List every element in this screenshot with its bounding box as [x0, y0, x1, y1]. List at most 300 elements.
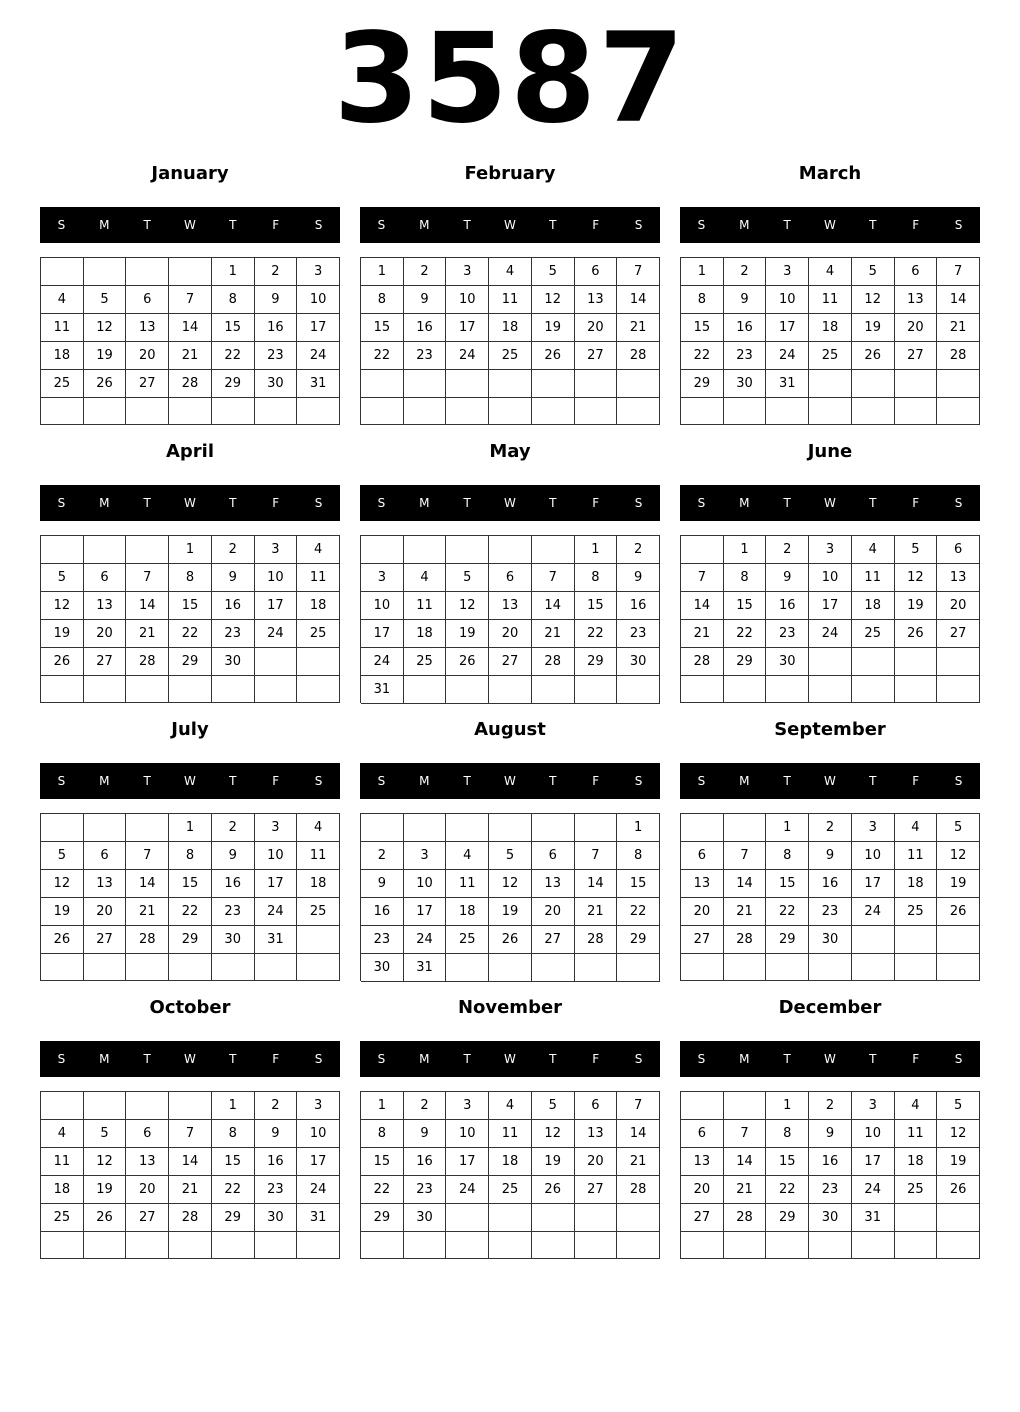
- day-cell: 16: [212, 870, 255, 898]
- day-cell: 9: [617, 564, 660, 592]
- weekday-label: W: [504, 774, 516, 788]
- day-cell: 22: [617, 898, 660, 926]
- day-cell: 29: [766, 1204, 809, 1232]
- day-cell: [724, 1092, 767, 1120]
- day-cell: 6: [575, 1092, 618, 1120]
- day-cell: 6: [575, 258, 618, 286]
- day-cell: [404, 370, 447, 398]
- day-cell: [404, 536, 447, 564]
- day-cell: 7: [169, 1120, 212, 1148]
- day-cell: 16: [617, 592, 660, 620]
- day-cell: 28: [724, 926, 767, 954]
- weekday-label: M: [419, 1052, 430, 1066]
- day-cell: 9: [809, 1120, 852, 1148]
- day-cell: [361, 814, 404, 842]
- weekday-label: T: [463, 1052, 471, 1066]
- weekday-header: [40, 207, 340, 243]
- day-cell: 9: [255, 1120, 298, 1148]
- day-cell: 31: [852, 1204, 895, 1232]
- day-cell: 9: [361, 870, 404, 898]
- day-cell: [361, 370, 404, 398]
- day-cell: [575, 1232, 618, 1259]
- day-cell: 6: [937, 536, 980, 564]
- day-cell: [297, 926, 340, 954]
- day-cell: [809, 398, 852, 425]
- weekday-header: [680, 485, 980, 521]
- day-cell: 10: [297, 286, 340, 314]
- day-cell: 4: [895, 814, 938, 842]
- day-cell: 11: [446, 870, 489, 898]
- month-name: September: [774, 719, 886, 740]
- day-cell: [532, 1232, 575, 1259]
- day-cell: 23: [766, 620, 809, 648]
- day-cell: 14: [575, 870, 618, 898]
- weekday-label: F: [592, 496, 600, 510]
- day-cell: 15: [169, 870, 212, 898]
- day-cell: 8: [212, 286, 255, 314]
- month-name: February: [464, 163, 556, 184]
- day-cell: 28: [724, 1204, 767, 1232]
- day-cell: 27: [937, 620, 980, 648]
- day-cell: [895, 676, 938, 703]
- weekday-label: F: [592, 218, 600, 232]
- day-cell: 4: [895, 1092, 938, 1120]
- day-cell: 13: [84, 870, 127, 898]
- weekday-label: T: [869, 774, 877, 788]
- day-cell: [895, 1232, 938, 1259]
- day-cell: 30: [404, 1204, 447, 1232]
- day-cell: 25: [489, 1176, 532, 1204]
- weekday-label: S: [377, 218, 386, 232]
- day-cell: [937, 676, 980, 703]
- day-cell: [766, 676, 809, 703]
- weekday-label: T: [143, 218, 151, 232]
- day-grid: [40, 257, 340, 425]
- day-cell: 28: [169, 1204, 212, 1232]
- day-cell: 27: [575, 1176, 618, 1204]
- day-cell: 22: [681, 342, 724, 370]
- day-cell: [575, 370, 618, 398]
- day-cell: 30: [809, 1204, 852, 1232]
- day-cell: 1: [617, 814, 660, 842]
- day-cell: 24: [766, 342, 809, 370]
- day-cell: [84, 1092, 127, 1120]
- day-cell: 9: [766, 564, 809, 592]
- day-cell: [895, 954, 938, 981]
- day-cell: [361, 398, 404, 426]
- day-cell: [766, 1232, 809, 1259]
- weekday-header: [40, 485, 340, 521]
- day-cell: 19: [532, 1148, 575, 1176]
- day-cell: 23: [255, 1176, 298, 1204]
- day-cell: 30: [255, 370, 298, 398]
- day-grid: [360, 535, 660, 703]
- day-cell: [489, 676, 532, 704]
- day-cell: 8: [575, 564, 618, 592]
- day-cell: 3: [297, 258, 340, 286]
- day-cell: 27: [532, 926, 575, 954]
- weekday-label: W: [184, 218, 196, 232]
- day-cell: 29: [361, 1204, 404, 1232]
- day-cell: 2: [255, 258, 298, 286]
- day-cell: 25: [41, 370, 84, 398]
- day-cell: 7: [681, 564, 724, 592]
- day-cell: 11: [895, 1120, 938, 1148]
- day-cell: [41, 954, 84, 981]
- day-cell: 6: [126, 286, 169, 314]
- day-cell: 17: [852, 1148, 895, 1176]
- day-cell: 17: [404, 898, 447, 926]
- weekday-label: S: [377, 1052, 386, 1066]
- day-cell: 7: [617, 1092, 660, 1120]
- day-cell: 19: [937, 870, 980, 898]
- day-grid: [680, 813, 980, 981]
- day-cell: 12: [489, 870, 532, 898]
- day-cell: 5: [895, 536, 938, 564]
- weekday-label: W: [504, 1052, 516, 1066]
- day-cell: [169, 676, 212, 703]
- day-cell: [617, 398, 660, 426]
- weekday-label: F: [272, 1052, 280, 1066]
- day-cell: 20: [575, 1148, 618, 1176]
- day-cell: [852, 954, 895, 981]
- month-may: [360, 438, 660, 716]
- day-cell: 22: [575, 620, 618, 648]
- day-cell: [724, 814, 767, 842]
- weekday-header: [40, 1041, 340, 1077]
- weekday-label: M: [99, 218, 110, 232]
- month-october: [40, 994, 340, 1272]
- weekday-label: T: [549, 774, 557, 788]
- day-cell: 21: [617, 1148, 660, 1176]
- weekday-label: S: [697, 1052, 706, 1066]
- day-cell: 6: [532, 842, 575, 870]
- day-grid: [40, 813, 340, 981]
- weekday-label: M: [739, 774, 750, 788]
- day-cell: 26: [446, 648, 489, 676]
- day-cell: [126, 1232, 169, 1259]
- day-cell: 23: [809, 1176, 852, 1204]
- day-cell: 27: [84, 648, 127, 676]
- month-november: [360, 994, 660, 1272]
- day-cell: 18: [404, 620, 447, 648]
- day-cell: [169, 398, 212, 425]
- day-cell: [937, 1232, 980, 1259]
- weekday-header: [680, 1041, 980, 1077]
- day-cell: 20: [84, 620, 127, 648]
- day-cell: 3: [809, 536, 852, 564]
- weekday-label: W: [504, 496, 516, 510]
- day-cell: [575, 676, 618, 704]
- day-cell: 25: [809, 342, 852, 370]
- day-cell: 13: [575, 286, 618, 314]
- day-cell: [575, 814, 618, 842]
- day-cell: 20: [489, 620, 532, 648]
- day-cell: 17: [255, 592, 298, 620]
- day-cell: 19: [446, 620, 489, 648]
- day-cell: [446, 814, 489, 842]
- day-cell: 31: [361, 676, 404, 704]
- day-cell: 25: [446, 926, 489, 954]
- month-january: [40, 160, 340, 438]
- day-cell: 15: [575, 592, 618, 620]
- weekday-label: F: [272, 774, 280, 788]
- day-cell: 23: [361, 926, 404, 954]
- day-cell: 1: [169, 536, 212, 564]
- day-cell: [937, 370, 980, 398]
- day-cell: 27: [84, 926, 127, 954]
- day-cell: [255, 954, 298, 981]
- day-cell: 13: [575, 1120, 618, 1148]
- day-cell: 12: [852, 286, 895, 314]
- day-cell: 13: [126, 1148, 169, 1176]
- month-name: May: [489, 441, 531, 462]
- day-cell: [532, 1204, 575, 1232]
- day-cell: 22: [766, 898, 809, 926]
- weekday-label: M: [99, 774, 110, 788]
- day-cell: [297, 398, 340, 425]
- day-cell: 6: [681, 1120, 724, 1148]
- day-cell: 12: [446, 592, 489, 620]
- day-cell: [809, 954, 852, 981]
- day-cell: 8: [361, 1120, 404, 1148]
- day-cell: 16: [255, 314, 298, 342]
- day-cell: 11: [809, 286, 852, 314]
- day-cell: 12: [84, 314, 127, 342]
- day-grid: [40, 1091, 340, 1259]
- weekday-label: S: [634, 218, 643, 232]
- day-cell: 6: [84, 842, 127, 870]
- day-cell: [937, 1204, 980, 1232]
- day-cell: 20: [126, 1176, 169, 1204]
- day-cell: 10: [446, 286, 489, 314]
- day-cell: [532, 370, 575, 398]
- day-cell: [84, 1232, 127, 1259]
- day-cell: 16: [809, 870, 852, 898]
- day-cell: 7: [575, 842, 618, 870]
- weekday-label: W: [824, 774, 836, 788]
- weekday-label: S: [697, 774, 706, 788]
- day-cell: 3: [766, 258, 809, 286]
- weekday-label: M: [739, 496, 750, 510]
- day-cell: 12: [41, 592, 84, 620]
- month-name: March: [798, 163, 862, 184]
- weekday-label: S: [57, 496, 66, 510]
- day-cell: [852, 926, 895, 954]
- day-cell: 16: [404, 314, 447, 342]
- day-cell: [766, 398, 809, 425]
- day-cell: 23: [212, 898, 255, 926]
- day-cell: [404, 676, 447, 704]
- day-cell: [297, 648, 340, 676]
- day-cell: 3: [446, 258, 489, 286]
- day-cell: 30: [212, 926, 255, 954]
- weekday-label: M: [419, 496, 430, 510]
- day-cell: 7: [937, 258, 980, 286]
- month-december: [680, 994, 980, 1272]
- day-cell: 6: [84, 564, 127, 592]
- day-cell: 10: [255, 564, 298, 592]
- day-cell: 6: [489, 564, 532, 592]
- day-cell: 21: [532, 620, 575, 648]
- day-cell: 3: [404, 842, 447, 870]
- day-cell: 1: [212, 1092, 255, 1120]
- day-cell: 24: [297, 342, 340, 370]
- weekday-label: F: [592, 774, 600, 788]
- day-cell: 8: [724, 564, 767, 592]
- day-cell: 11: [404, 592, 447, 620]
- day-cell: 10: [809, 564, 852, 592]
- day-cell: [895, 398, 938, 425]
- weekday-header: [360, 485, 660, 521]
- day-cell: [681, 1232, 724, 1259]
- day-cell: 16: [404, 1148, 447, 1176]
- day-cell: 18: [489, 314, 532, 342]
- day-cell: 7: [724, 1120, 767, 1148]
- day-cell: 3: [852, 1092, 895, 1120]
- day-cell: 28: [169, 370, 212, 398]
- weekday-label: F: [912, 1052, 920, 1066]
- day-cell: 5: [937, 1092, 980, 1120]
- day-cell: [126, 954, 169, 981]
- day-cell: [724, 954, 767, 981]
- day-cell: 4: [404, 564, 447, 592]
- day-cell: 15: [361, 314, 404, 342]
- day-cell: 28: [681, 648, 724, 676]
- day-cell: 5: [41, 564, 84, 592]
- day-cell: 3: [446, 1092, 489, 1120]
- weekday-label: T: [143, 496, 151, 510]
- day-cell: 13: [895, 286, 938, 314]
- day-cell: 29: [766, 926, 809, 954]
- day-cell: 29: [169, 648, 212, 676]
- day-cell: 12: [41, 870, 84, 898]
- day-cell: 1: [681, 258, 724, 286]
- weekday-label: T: [549, 496, 557, 510]
- day-cell: 4: [809, 258, 852, 286]
- day-cell: 5: [489, 842, 532, 870]
- day-cell: 14: [169, 314, 212, 342]
- weekday-header: [360, 1041, 660, 1077]
- day-cell: 21: [575, 898, 618, 926]
- weekday-label: T: [783, 774, 791, 788]
- day-cell: 6: [126, 1120, 169, 1148]
- day-cell: [169, 258, 212, 286]
- day-cell: 8: [212, 1120, 255, 1148]
- day-cell: 21: [169, 1176, 212, 1204]
- weekday-label: S: [954, 1052, 963, 1066]
- day-cell: 10: [361, 592, 404, 620]
- day-cell: [489, 370, 532, 398]
- day-cell: 24: [446, 1176, 489, 1204]
- day-cell: 31: [255, 926, 298, 954]
- weekday-label: M: [419, 218, 430, 232]
- day-cell: [489, 954, 532, 982]
- day-cell: 8: [766, 1120, 809, 1148]
- weekday-label: W: [184, 774, 196, 788]
- day-cell: [809, 676, 852, 703]
- day-cell: 3: [361, 564, 404, 592]
- day-cell: 23: [617, 620, 660, 648]
- day-cell: 19: [41, 898, 84, 926]
- day-cell: 5: [937, 814, 980, 842]
- day-cell: 15: [766, 870, 809, 898]
- month-april: [40, 438, 340, 716]
- day-cell: 24: [446, 342, 489, 370]
- day-cell: 26: [41, 926, 84, 954]
- day-cell: [84, 398, 127, 425]
- day-cell: 30: [617, 648, 660, 676]
- day-cell: 20: [575, 314, 618, 342]
- day-cell: 16: [809, 1148, 852, 1176]
- day-cell: 2: [212, 814, 255, 842]
- weekday-label: S: [954, 218, 963, 232]
- day-cell: [895, 370, 938, 398]
- day-cell: 20: [532, 898, 575, 926]
- day-cell: 26: [532, 1176, 575, 1204]
- day-cell: 8: [617, 842, 660, 870]
- day-cell: [937, 926, 980, 954]
- day-cell: [126, 1092, 169, 1120]
- day-cell: 22: [361, 342, 404, 370]
- day-cell: 13: [937, 564, 980, 592]
- day-cell: 18: [297, 870, 340, 898]
- day-cell: [41, 814, 84, 842]
- weekday-label: S: [697, 496, 706, 510]
- weekday-label: T: [463, 218, 471, 232]
- day-cell: 18: [41, 1176, 84, 1204]
- day-grid: [680, 1091, 980, 1259]
- day-cell: [937, 648, 980, 676]
- day-cell: 16: [212, 592, 255, 620]
- weekday-header: [40, 763, 340, 799]
- day-cell: [724, 398, 767, 425]
- day-cell: 9: [724, 286, 767, 314]
- day-cell: 30: [724, 370, 767, 398]
- day-cell: 4: [489, 258, 532, 286]
- day-cell: 1: [212, 258, 255, 286]
- day-cell: [809, 370, 852, 398]
- day-cell: [297, 954, 340, 981]
- day-cell: 10: [852, 1120, 895, 1148]
- day-cell: 18: [41, 342, 84, 370]
- day-cell: 14: [681, 592, 724, 620]
- weekday-label: T: [783, 1052, 791, 1066]
- day-cell: 28: [126, 926, 169, 954]
- day-cell: 14: [617, 286, 660, 314]
- day-cell: [41, 1232, 84, 1259]
- day-cell: [489, 814, 532, 842]
- day-cell: 3: [255, 814, 298, 842]
- day-cell: 9: [212, 564, 255, 592]
- day-cell: 20: [937, 592, 980, 620]
- day-cell: 13: [489, 592, 532, 620]
- day-cell: 24: [852, 1176, 895, 1204]
- weekday-label: T: [229, 218, 237, 232]
- day-grid: [40, 535, 340, 703]
- day-cell: [937, 398, 980, 425]
- day-cell: [255, 398, 298, 425]
- day-cell: [446, 370, 489, 398]
- day-cell: 26: [852, 342, 895, 370]
- day-cell: 8: [766, 842, 809, 870]
- day-cell: [84, 536, 127, 564]
- day-cell: [446, 398, 489, 426]
- day-cell: [809, 1232, 852, 1259]
- day-cell: [84, 258, 127, 286]
- weekday-label: T: [549, 218, 557, 232]
- day-cell: 15: [212, 1148, 255, 1176]
